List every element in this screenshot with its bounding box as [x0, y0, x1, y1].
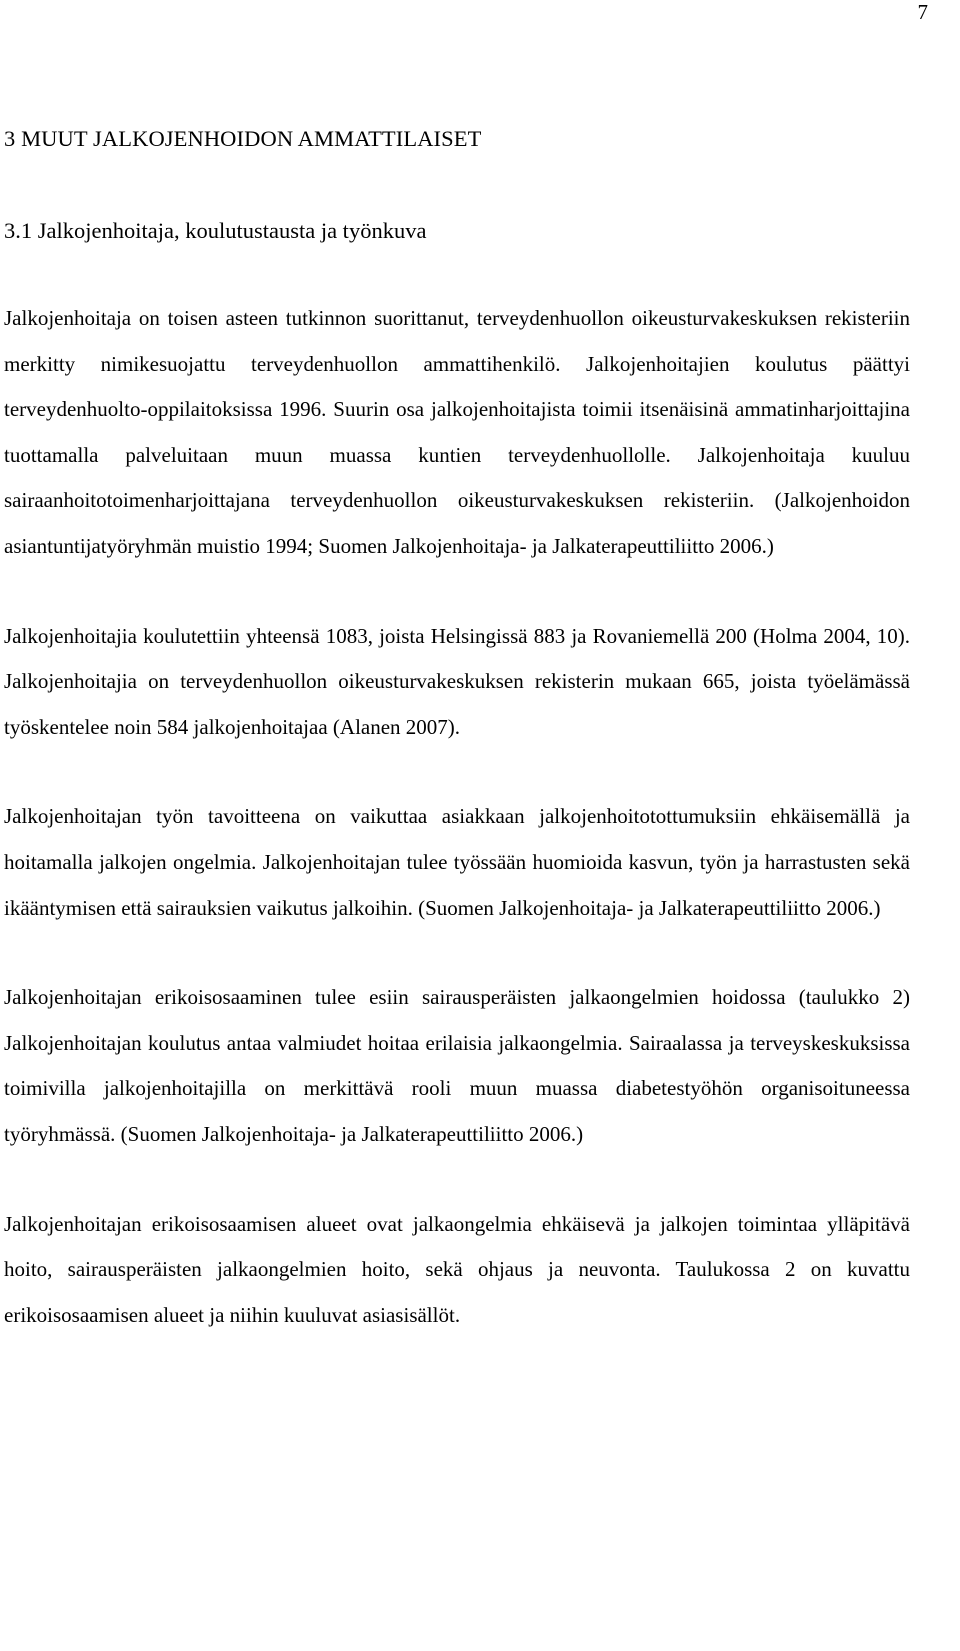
paragraph-statistics: Jalkojenhoitajia koulutettiin yhteensä 1083, joista Helsingissä 883 ja Rovaniemellä 200 (Holma 2004, 10). Jalkojenhoitajia on terveydenhuollon oikeusturvakeskuksen rekisterin mukaan 665, joista työelämässä työskentelee noin 584 jalkojenhoitajaa (Alanen 2007).	[4, 623, 910, 739]
section-heading: 3.1 Jalkojenhoitaja, koulutustausta ja työnkuva	[4, 218, 427, 243]
paragraph-background: Jalkojenhoitaja on toisen asteen tutkinnon suorittanut, terveydenhuollon oikeusturvakeskuksen rekisteriin merkitty nimikesuojattu terveydenhuollon ammattihenkilö. Jalkojenhoitajien koulutus päättyi terveydenhuolto-oppilaitoksissa 1996. Suurin osa jalkojenhoitajista toimii itsenäisinä ammatinharjoittajina tuottamalla palveluitaan muun muassa kuntien terveydenhuollolle. Jalkojenhoitaja kuuluu sairaanhoitotoimenharjoittajana terveydenhuollon oikeusturvakeskuksen rekisteriin. (Jalkojenhoidon asiantuntijatyöryhmän muistio 1994; Suomen Jalkojenhoitaja- ja Jalkaterapeuttiliitto 2006.)	[4, 306, 910, 558]
chapter-heading: 3 MUUT JALKOJENHOIDON AMMATTILAISET	[4, 126, 482, 151]
paragraph-expertise-areas: Jalkojenhoitajan erikoisosaamisen alueet ovat jalkaongelmia ehkäisevä ja jalkojen toimintaa ylläpitävä hoito, sairausperäisten jalkaongelmien hoito, sekä ohjaus ja neuvonta. Taulukossa 2 on kuvattu erikoisosaamisen alueet ja niihin kuuluvat asiasisällöt.	[4, 1211, 910, 1327]
page-number: 7	[917, 0, 928, 24]
document-body	[4, 124, 910, 1338]
paragraph-work-goal: Jalkojenhoitajan työn tavoitteena on vaikuttaa asiakkaan jalkojenhoitotottumuksiin ehkäisemällä ja hoitamalla jalkojen ongelmia. Jalkojenhoitajan tulee työssään huomioida kasvun, työn ja harrastusten sekä ikääntymisen että sairauksien vaikutus jalkoihin. (Suomen Jalkojenhoitaja- ja Jalkaterapeuttiliitto 2006.)	[4, 804, 910, 920]
paragraph-special-expertise: Jalkojenhoitajan erikoisosaaminen tulee esiin sairausperäisten jalkaongelmien hoidossa (taulukko 2) Jalkojenhoitajan koulutus antaa valmiudet hoitaa erilaisia jalkaongelmia. Sairaalassa ja terveyskeskuksissa toimivilla jalkojenhoitajilla on merkittävä rooli muun muassa diabetestyöhön organisoituneessa työryhmässä. (Suomen Jalkojenhoitaja- ja Jalkaterapeuttiliitto 2006.)	[4, 985, 910, 1146]
